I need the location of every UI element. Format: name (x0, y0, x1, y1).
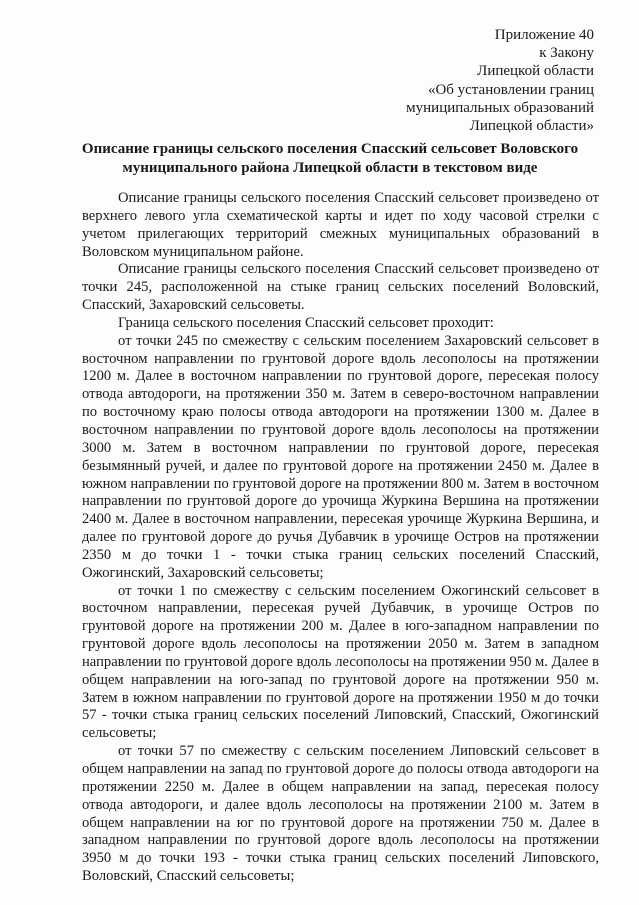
appendix-line: Приложение 40 (494, 27, 594, 43)
appendix-line: Липецкой области (477, 63, 594, 80)
document-title (60, 140, 600, 178)
appendix-line: «Об установлении границ (427, 81, 594, 98)
appendix-line: к Закону (539, 45, 594, 62)
paragraph: Граница сельского поселения Спасский сельсовет проходит: (118, 314, 494, 331)
document-body (82, 190, 599, 886)
paragraph: Описание границы сельского поселения Спасский сельсовет произведено от точки 245, расположенной на стыке границ сельских поселений Воловский, Спасский, Захаровский сельсоветы. (82, 261, 599, 314)
paragraph: от точки 245 по смежеству с сельским поселением Захаровский сельсовет в восточном направлении по грунтовой дороге вдоль лесополосы на протяжении 1200 м. Далее в восточном направлении по грунтовой дороге, пересекая полосу отвода автодороги, на протяжении 350 м. Затем в северо-восточном направлении по восточному краю полосы отвода автодороги на протяжении 1300 м. Далее в восточном направлении по грунтовой дороге вдоль лесополосы на протяжении 3000 м. Затем в восточном направлении по грунтовой дороге, пересекая безымянный ручей, и далее по грунтовой дороге на протяжении 2450 м. Далее в южном направлении по грунтовой дороге на протяжении 800 м. Затем в восточном направлении по грунтовой дороге до урочища Журкина Вершина на протяжении 2400 м. Далее в восточном направлении, пересекая урочище Журкина Вершина, и далее по грунтовой дороге до ручья Дубавчик в урочище Остров на протяжении 2350 м до точки 1 - точки стыка границ сельских поселений Спасский, Ожогинский, Захаровский сельсоветы; (82, 332, 599, 581)
appendix-line: Липецкой области» (469, 118, 594, 135)
appendix-line: муниципальных образований (406, 99, 594, 116)
title-line: Описание границы сельского поселения Спасский сельсовет Воловского (81, 141, 579, 157)
paragraph: от точки 57 по смежеству с сельским поселением Липовский сельсовет в общем направлении на запад по грунтовой дороге до полосы отвода автодороги на протяжении 2250 м. Далее в общем направлении на запад, пересекая полосу отвода автодороги, и далее вдоль лесополосы на протяжении 2100 м. Затем в общем направлении на юг по грунтовой дороге на протяжении 750 м. Далее в западном направлении по грунтовой дороге вдоль лесополосы на протяжении 3950 м до точки 193 - точки стыка границ сельских поселений Липовского, Воловский, Спасский сельсоветы; (82, 743, 599, 885)
appendix-header (294, 26, 594, 135)
title-line: муниципального района Липецкой области в текстовом виде (122, 160, 538, 176)
paragraph: Описание границы сельского поселения Спасский сельсовет произведено от верхнего левого угла схематической карты и идет по ходу часовой стрелки с учетом прилегающих территорий смежных муниципальных образований в Воловском муниципальном районе. (82, 190, 599, 260)
paragraph: от точки 1 по смежеству с сельским поселением Ожогинский сельсовет в восточном направлении, пересекая ручей Дубавчик, в урочище Остров по грунтовой дороге на протяжении 200 м. Далее в юго-западном направлении по грунтовой дороге вдоль лесополосы на протяжении 2050 м. Затем в западном направлении по грунтовой дороге вдоль лесополосы на протяжении 950 м. Далее в общем направлении на юго-запад по грунтовой дороге на протяжении 950 м. Затем в южном направлении по грунтовой дороге на протяжении 1950 м до точки 57 - точки стыка границ сельских поселений Липовский, Спасский, Ожогинский сельсоветы; (82, 582, 599, 742)
